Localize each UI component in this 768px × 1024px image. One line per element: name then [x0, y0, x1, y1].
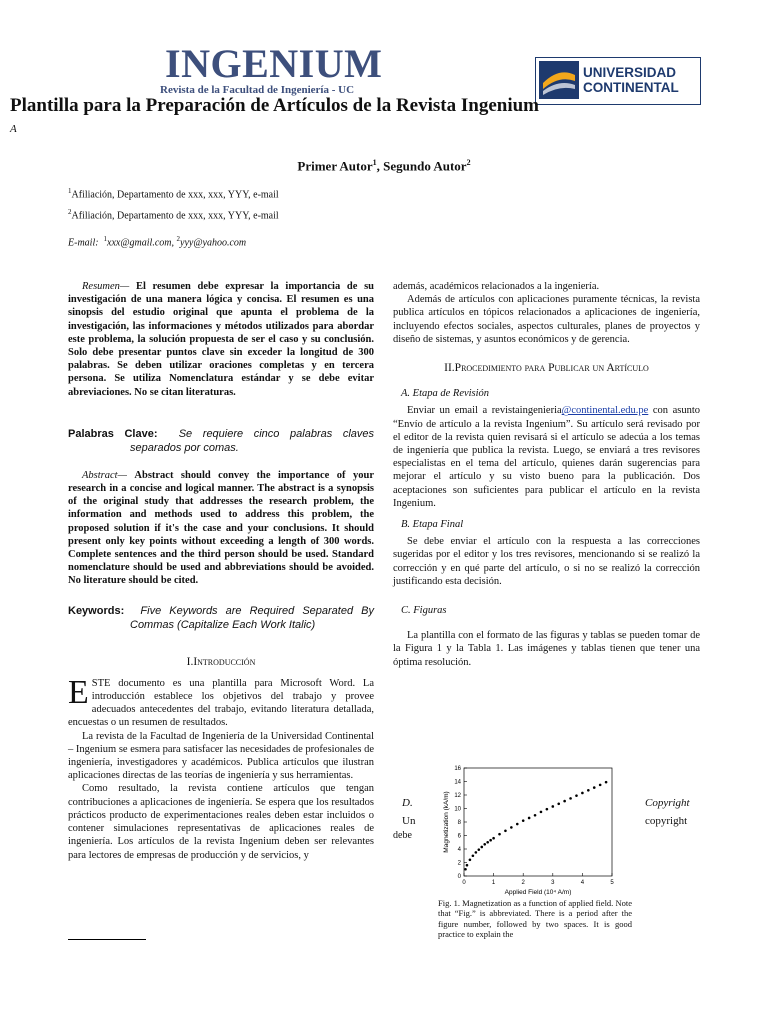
- x-tick-label: 5: [610, 880, 614, 886]
- section-proc-heading: II.Procedimiento para Publicar un Artículo: [444, 362, 649, 375]
- data-point: [605, 781, 608, 784]
- proc-a-text-before: Enviar un email a revistaingenieria: [407, 405, 562, 417]
- data-point: [587, 789, 590, 792]
- data-point: [498, 833, 501, 836]
- authors: [0, 158, 768, 174]
- logo-emblem-icon: [539, 61, 579, 99]
- y-tick-label: 8: [457, 820, 461, 826]
- data-point: [466, 864, 469, 867]
- title-note: A: [10, 123, 17, 135]
- journal-subtitle: Revista de la Facultad de Ingeniería - UC: [160, 84, 355, 96]
- plot-frame: [464, 768, 612, 876]
- author-sep: ,: [376, 158, 384, 174]
- affiliation-2-text: Afiliación, Departamento de xxx, xxx, YYY, e-mail: [71, 210, 279, 222]
- intro-paragraph-5: Además de artículos con aplicaciones puramente técnicas, la revista publica artículos en tópicos relacionados a aplicaciones de ingeniería, incluyendo efectos sociales, aspectos culturales, planes de proyectos y diseño de sistemas, y asuntos económicos y de gerencia.: [393, 294, 700, 345]
- data-point: [480, 846, 483, 849]
- proc-a-paragraph: [393, 404, 700, 510]
- side-un: Un: [402, 815, 416, 827]
- logo-line1: UNIVERSIDAD: [583, 65, 677, 80]
- side-copyright-2: copyright: [645, 815, 688, 827]
- x-tick-label: 4: [580, 880, 585, 886]
- magnetization-chart: [436, 758, 626, 898]
- data-point: [475, 851, 478, 854]
- data-point: [534, 814, 537, 817]
- data-point: [486, 841, 489, 844]
- x-tick-label: 3: [551, 880, 555, 886]
- x-tick-label: 2: [521, 880, 525, 886]
- first-author-sup: 1: [372, 158, 377, 167]
- affiliation-1: [68, 187, 279, 200]
- y-tick-label: 0: [457, 874, 461, 880]
- logo-line2: CONTINENTAL: [583, 80, 679, 95]
- subsection-a: A. Etapa de Revisión: [401, 388, 490, 400]
- data-point: [510, 826, 513, 829]
- palabras-label: Palabras Clave:: [68, 427, 158, 440]
- data-point: [557, 802, 560, 805]
- affiliation-2-sup: 2: [68, 208, 72, 216]
- data-point: [599, 784, 602, 787]
- data-point: [540, 811, 543, 814]
- data-point: [581, 792, 584, 795]
- data-point: [522, 819, 525, 822]
- proc-b-paragraph: Se debe enviar el artículo con la respuesta a las correcciones sugeridas por el editor y los tres revisores, mencionando si se realizó la corrección y en qué parte del artículo, o si no se realizó la corrección justificando esta decisión.: [393, 536, 700, 587]
- data-point: [469, 859, 472, 862]
- y-tick-label: 16: [454, 766, 461, 772]
- data-point: [516, 823, 519, 826]
- y-tick-label: 6: [457, 833, 461, 840]
- intro-paragraph-1: [68, 673, 374, 730]
- y-axis-label: Magnetization (kA/m): [443, 791, 450, 853]
- data-point: [575, 794, 578, 797]
- affiliation-1-sup: 1: [68, 187, 72, 195]
- second-author-sup: 2: [466, 158, 471, 167]
- data-point: [489, 839, 492, 842]
- resumen-label: Resumen—: [82, 281, 130, 292]
- email-2[interactable]: yyy@yahoo.com: [180, 237, 247, 249]
- intro-paragraph-2: La revista de la Facultad de Ingeniería de la Universidad Continental – Ingenium se esmera para satisfacer las necesidades de profesionales de ingeniería, investigadores y académicos. Publica artículos que ilustran aplicaciones directas de las teorías de ingeniería y sus herramientas.: [68, 730, 374, 782]
- subsection-b: B. Etapa Final: [401, 519, 464, 531]
- affiliation-1-text: Afiliación, Departamento de xxx, xxx, YYY, e-mail: [71, 189, 279, 201]
- email-sup-2: 2: [176, 235, 180, 243]
- x-tick-label: 0: [462, 880, 466, 886]
- email-sup-1: 1: [103, 235, 108, 243]
- data-point: [569, 797, 572, 800]
- y-tick-label: 2: [457, 860, 461, 867]
- intro-paragraph-4: además, académicos relacionados a la ingeniería.: [393, 281, 600, 292]
- y-tick-label: 14: [454, 779, 461, 786]
- first-author: Primer Autor: [297, 158, 373, 174]
- data-point: [492, 837, 495, 840]
- keywords-text: Five Keywords are Required Separated By Commas (Capitalize Each Work Italic): [130, 604, 374, 631]
- paper-title: Plantilla para la Preparación de Artículos de la Revista Ingenium: [10, 95, 540, 116]
- intro-p1-text: STE documento es una plantilla para Microsoft Word. La introducción establece los objetivos del trabajo y provee adecuados antecedentes del trabajo, evitando literatura detallada, encuestas o un resumen de resultados.: [68, 677, 374, 729]
- resumen-text: El resumen debe expresar la importancia de su investigación de una manera lógica y concisa. El resumen es una sinopsis del estudio original que apunta el problema de la investigación, las informaciones y métodos utilizados para abordar este problema, la solución propuesta de ser el caso y su conclusión. Solo debe presentar puntos clave sin exceder la longitud de 300 palabras. Se deben utilizar oraciones completas y en tercera persona. Se utiliza Nomenclatura estándar y se debe evitar abreviaciones. No se citan literaturas.: [68, 281, 375, 398]
- data-point: [546, 808, 549, 811]
- resumen-paragraph: [68, 280, 374, 399]
- abstract-paragraph: [68, 469, 374, 588]
- proc-a-text-after: con asunto “Envío de artículo a la revista Ingenium”. Su artículo será revisado por el editor de la revista quien revisará si el artículo se adecúa a los temas de ingeniería que publica la revista. Luego, se enviará a tres revisores especialistas en el tema del artículo, quienes darán sugerencias para mejorar el artículo y su visto bueno para la publicación. Dos aceptaciones son suficientes para publicar el artículo en la revista Ingenium.: [393, 405, 700, 509]
- data-point: [483, 843, 486, 846]
- keywords-label: Keywords:: [68, 604, 125, 617]
- data-point: [472, 854, 475, 857]
- data-point: [593, 786, 596, 789]
- abstract-text: Abstract should convey the importance of your research in a concise and logical manner. The abstract is a synopsis of the original study that addresses the research problem, the information and methods used to address this problem, the proposed solution if it's the case and your conclusions. It should present only key points without exceeding a length of 300 words. Complete sentences and the third person should be used. Standard nomenclature should be used and abbreviations should be avoided. No literature should be cited.: [68, 469, 374, 587]
- side-d: D.: [402, 797, 413, 809]
- x-tick-label: 1: [491, 880, 496, 886]
- second-author: Segundo Autor: [383, 158, 467, 174]
- email-line: [68, 235, 246, 248]
- drop-cap: E: [68, 673, 89, 711]
- data-point: [528, 817, 531, 820]
- subsection-c: C. Figuras: [401, 605, 447, 617]
- proc-c-paragraph: La plantilla con el formato de las figuras y tablas se pueden tomar de la Figura 1 y la Tabla 1. Las imágenes y tablas tienen que tener una óptima resolución.: [393, 630, 700, 668]
- data-point: [504, 829, 507, 832]
- data-point: [478, 848, 481, 851]
- journal-masthead: INGENIUM: [165, 41, 383, 86]
- affiliation-2: [68, 208, 279, 221]
- data-point: [464, 868, 467, 871]
- intro-paragraph-3: Como resultado, la revista contiene artículos que tengan contribuciones a aplicaciones de ingeniería. Se espera que los resultados prácticos producto de experimentaciones reales deben estar incluidos o contener simulaciones representativas de aplicaciones reales de ingeniería. Los artículos de la revista Ingenium deben ser relevantes para lectores de empresas de producción y de servicios, y: [68, 783, 374, 861]
- palabras-text: Se requiere cinco palabras claves separados por comas.: [130, 427, 375, 454]
- y-tick-label: 10: [454, 806, 461, 813]
- y-tick-label: 4: [457, 847, 461, 853]
- right-column: [393, 280, 700, 669]
- email-link[interactable]: @continental.edu.pe: [561, 405, 649, 417]
- data-point: [552, 805, 555, 808]
- side-copyright: Copyright: [645, 797, 690, 809]
- footnote-rule: [68, 939, 146, 940]
- section-intro-heading: I.Introducción: [186, 655, 256, 668]
- abstract-label: Abstract—: [82, 469, 127, 481]
- figure-caption: Fig. 1. Magnetization as a function of applied field. Note that “Fig.” is abbreviated. There is a period after the figure number, followed by two spaces. It is good practice to explain the: [438, 898, 632, 939]
- palabras-clave: [68, 427, 374, 455]
- data-point: [563, 800, 566, 803]
- y-tick-label: 12: [454, 793, 461, 799]
- email-label: E-mail:: [68, 237, 99, 249]
- email-1[interactable]: xxx@gmail.com,: [107, 237, 174, 249]
- side-debe: debe: [393, 830, 412, 841]
- left-column: [68, 280, 374, 862]
- keywords: [68, 604, 374, 632]
- x-axis-label: Applied Field (10⁴ A/m): [504, 889, 572, 896]
